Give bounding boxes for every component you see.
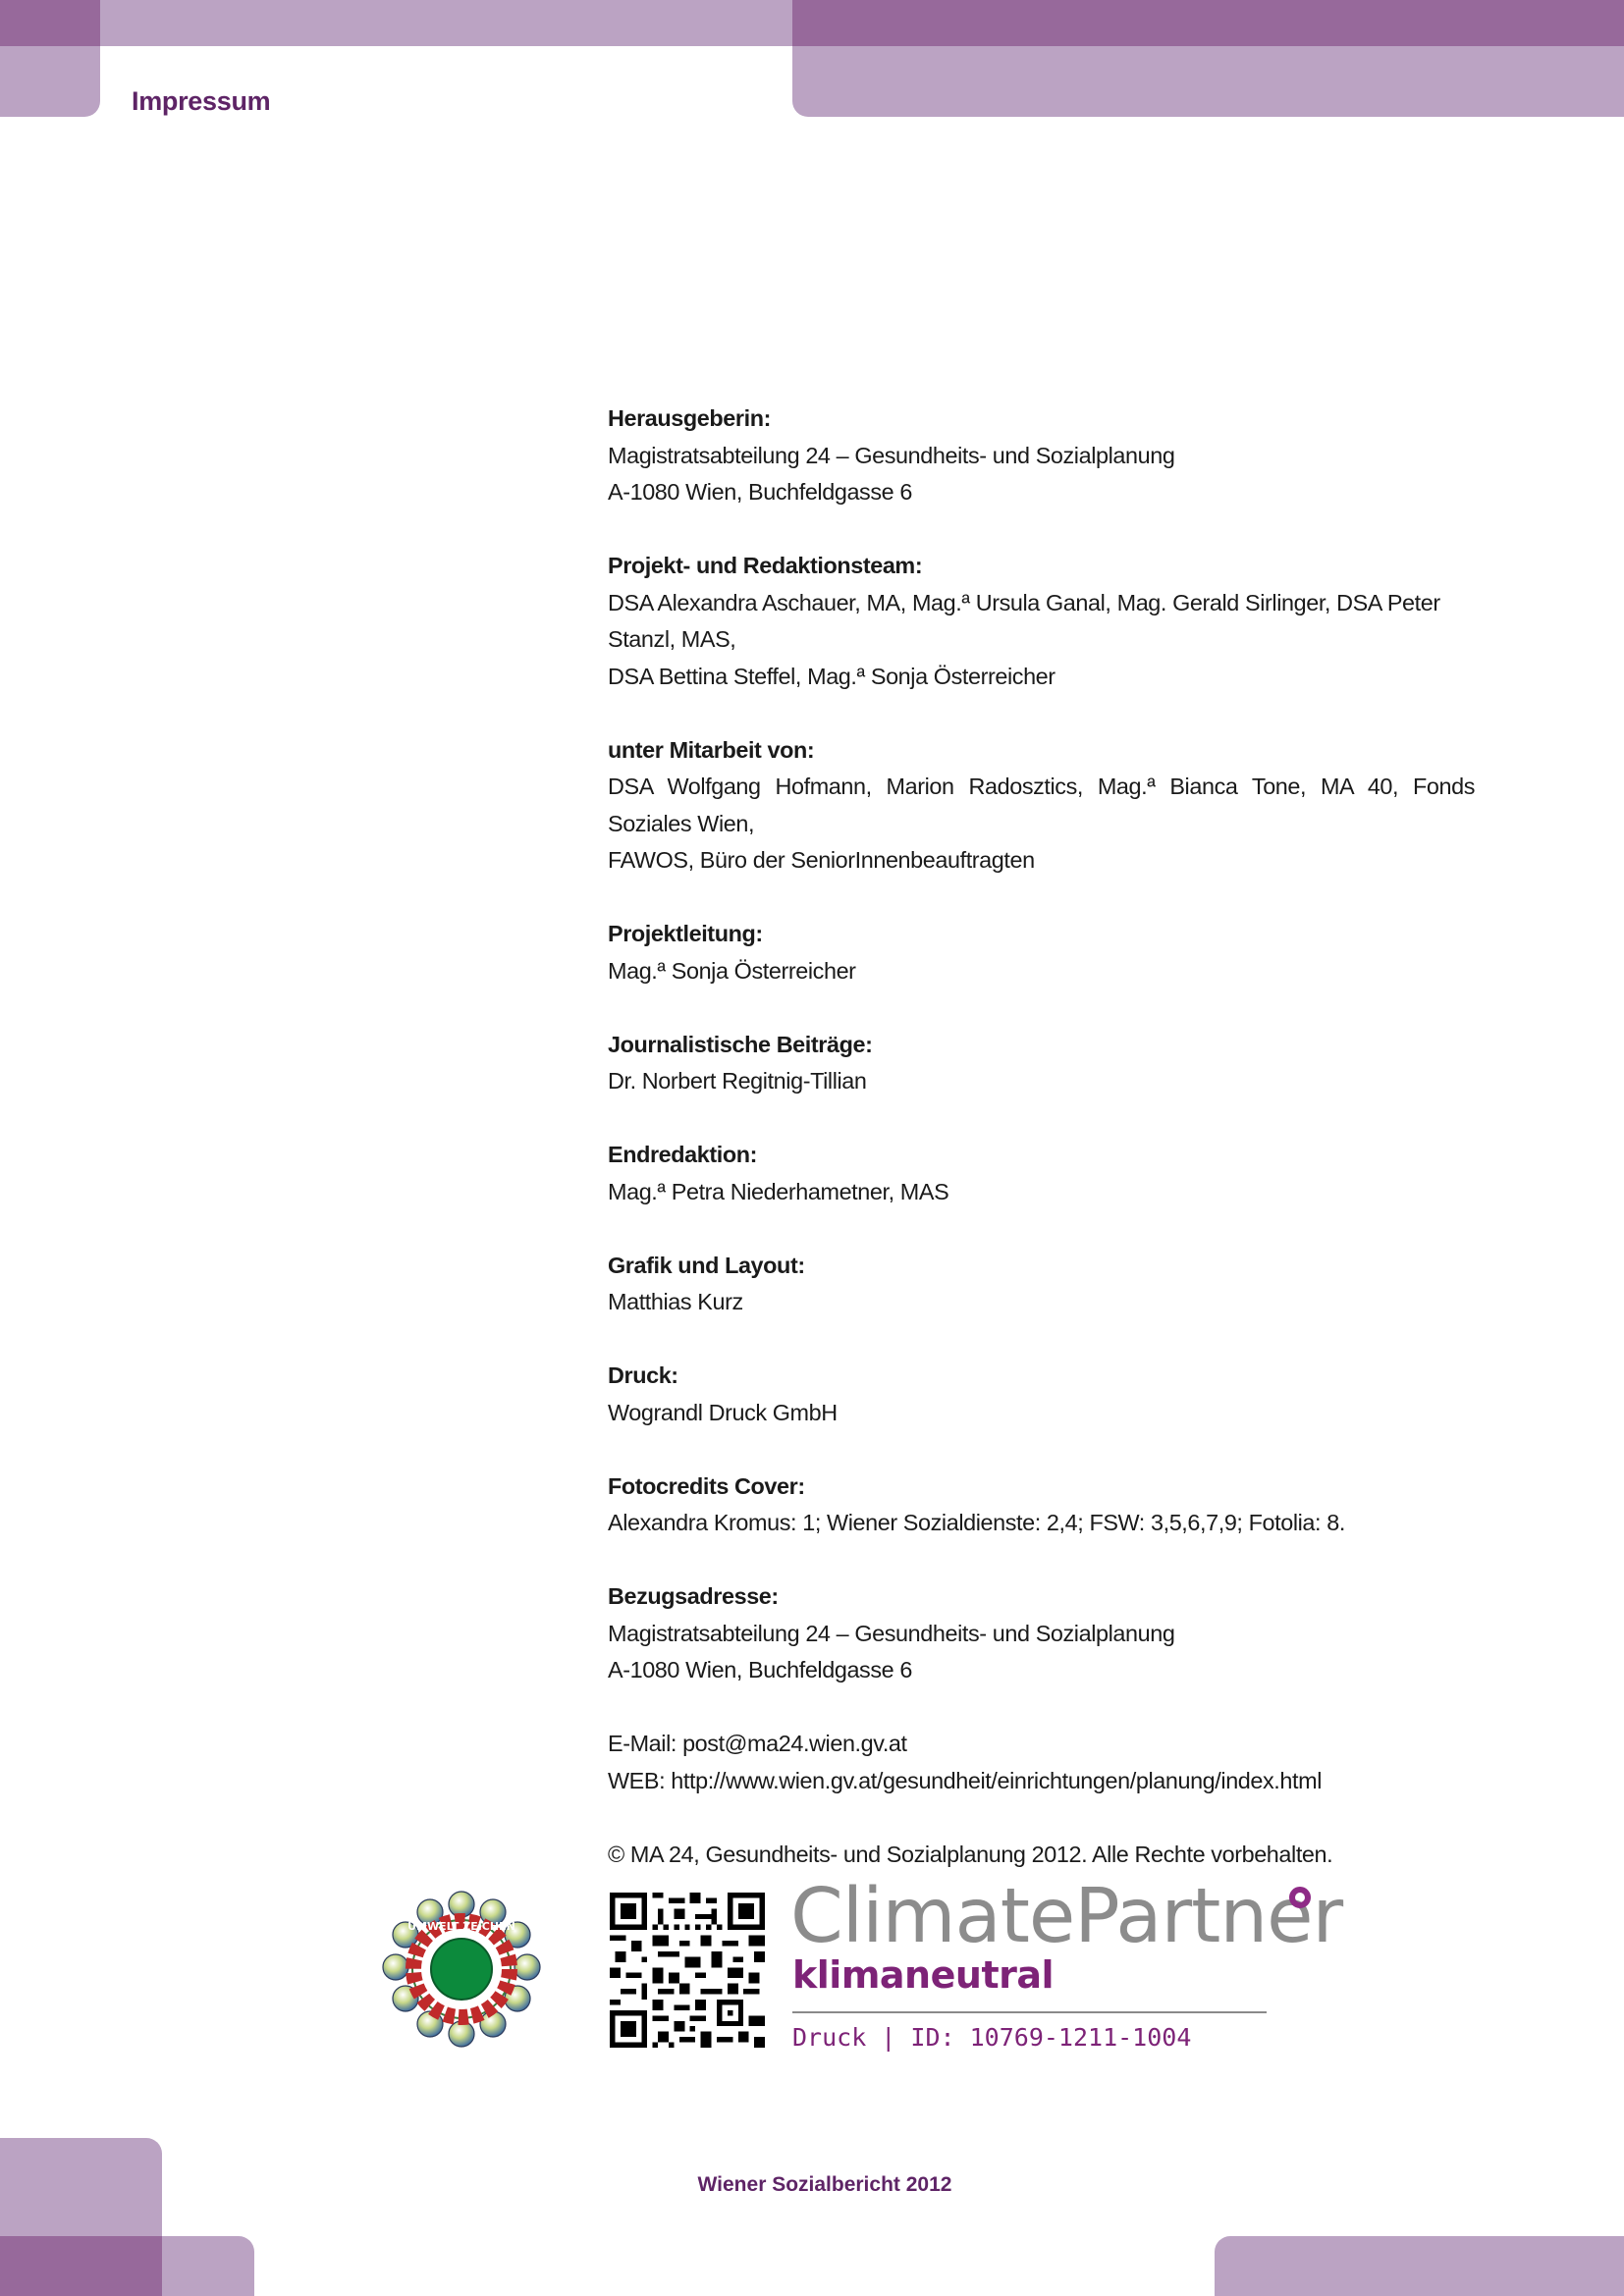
umwelt-text: UMWELT ZEICHEN [407,1920,515,1933]
top-right-dark-band [792,0,1624,46]
section-copyright [608,1837,1475,1874]
page-footer-title: Wiener Sozialbericht 2012 [697,2173,952,2196]
qr-code-icon [610,1893,765,2048]
section-heading: Fotocredits Cover: [608,1472,805,1499]
section-line: Wograndl Druck GmbH [608,1399,838,1425]
section-line: Mag.ª Sonja Österreicher [608,957,856,984]
email-line[interactable]: E-Mail: post@ma24.wien.gv.at [608,1731,907,1756]
section-line: DSA Wolfgang Hofmann, Marion Radosztics, Mag.ª Bianca Tone, MA 40, Fonds Soziales Wien, [608,774,1475,836]
section-heading: Journalistische Beiträge: [608,1031,873,1057]
section-endredaktion [608,1137,1475,1210]
section-grafik-layout [608,1248,1475,1321]
web-link-line[interactable]: WEB: http://www.wien.gv.at/gesundheit/einrichtungen/planung/index.html [608,1767,1322,1793]
section-druck [608,1358,1475,1431]
section-heading: Projektleitung: [608,921,763,946]
section-heading: unter Mitarbeit von: [608,736,815,763]
section-fotocredits [608,1468,1475,1542]
climatepartner-wordmark: ClimatePartner [790,1873,1343,1960]
page-header-title: Impressum [132,86,271,116]
section-bezugsadresse [608,1578,1475,1689]
top-middle-light-band [100,0,792,46]
section-heading: Druck: [608,1362,678,1388]
klimaneutral-label: klimaneutral [792,1953,1055,1997]
section-herausgeberin [608,400,1475,511]
bottom-left-dark-band [0,2236,162,2296]
section-mitarbeit [608,732,1475,880]
bottom-left-light-band [162,2236,254,2296]
section-line: A-1080 Wien, Buchfeldgasse 6 [608,1657,912,1682]
section-line: DSA Alexandra Aschauer, MA, Mag.ª Ursula Ganal, Mag. Gerald Sirlinger, DSA Peter Stanzl, MAS, [608,589,1440,652]
section-line: Magistratsabteilung 24 – Gesundheits- und Sozialplanung [608,442,1175,468]
climatepartner-circle-icon [1289,1887,1311,1908]
top-left-light-tab [0,46,100,117]
section-redaktionsteam [608,548,1475,695]
section-heading: Endredaktion: [608,1142,758,1167]
imprint-content [608,400,1475,1910]
section-line: DSA Bettina Steffel, Mag.ª Sonja Österreicher [608,663,1056,689]
section-line: FAWOS, Büro der SeniorInnenbeauftragten [608,847,1035,873]
section-line: Matthias Kurz [608,1289,743,1314]
bottom-right-light-band [1215,2236,1624,2296]
top-left-dark-band [0,0,100,46]
section-journalistische-beitraege [608,1027,1475,1100]
section-line: A-1080 Wien, Buchfeldgasse 6 [608,479,912,505]
copyright-line: © MA 24, Gesundheits- und Sozialplanung 2012. Alle Rechte vorbehalten. [608,1841,1333,1867]
section-line: Alexandra Kromus: 1; Wiener Sozialdienste: 2,4; FSW: 3,5,6,7,9; Fotolia: 8. [608,1510,1345,1535]
section-line: Dr. Norbert Regitnig-Tillian [608,1068,867,1094]
section-line: Magistratsabteilung 24 – Gesundheits- und Sozialplanung [608,1620,1175,1646]
section-heading: Herausgeberin: [608,405,771,431]
climatepartner-divider [792,2011,1267,2013]
section-heading: Bezugsadresse: [608,1583,779,1609]
section-heading: Projekt- und Redaktionsteam: [608,553,923,578]
section-heading: Grafik und Layout: [608,1252,805,1278]
section-contact [608,1726,1475,1799]
umweltzeichen-logo-icon [380,1891,543,2048]
section-projektleitung [608,916,1475,989]
druck-id-label: Druck | ID: 10769-1211-1004 [792,2023,1192,2052]
section-line: Mag.ª Petra Niederhametner, MAS [608,1178,949,1204]
top-right-light-tab [792,46,1624,117]
